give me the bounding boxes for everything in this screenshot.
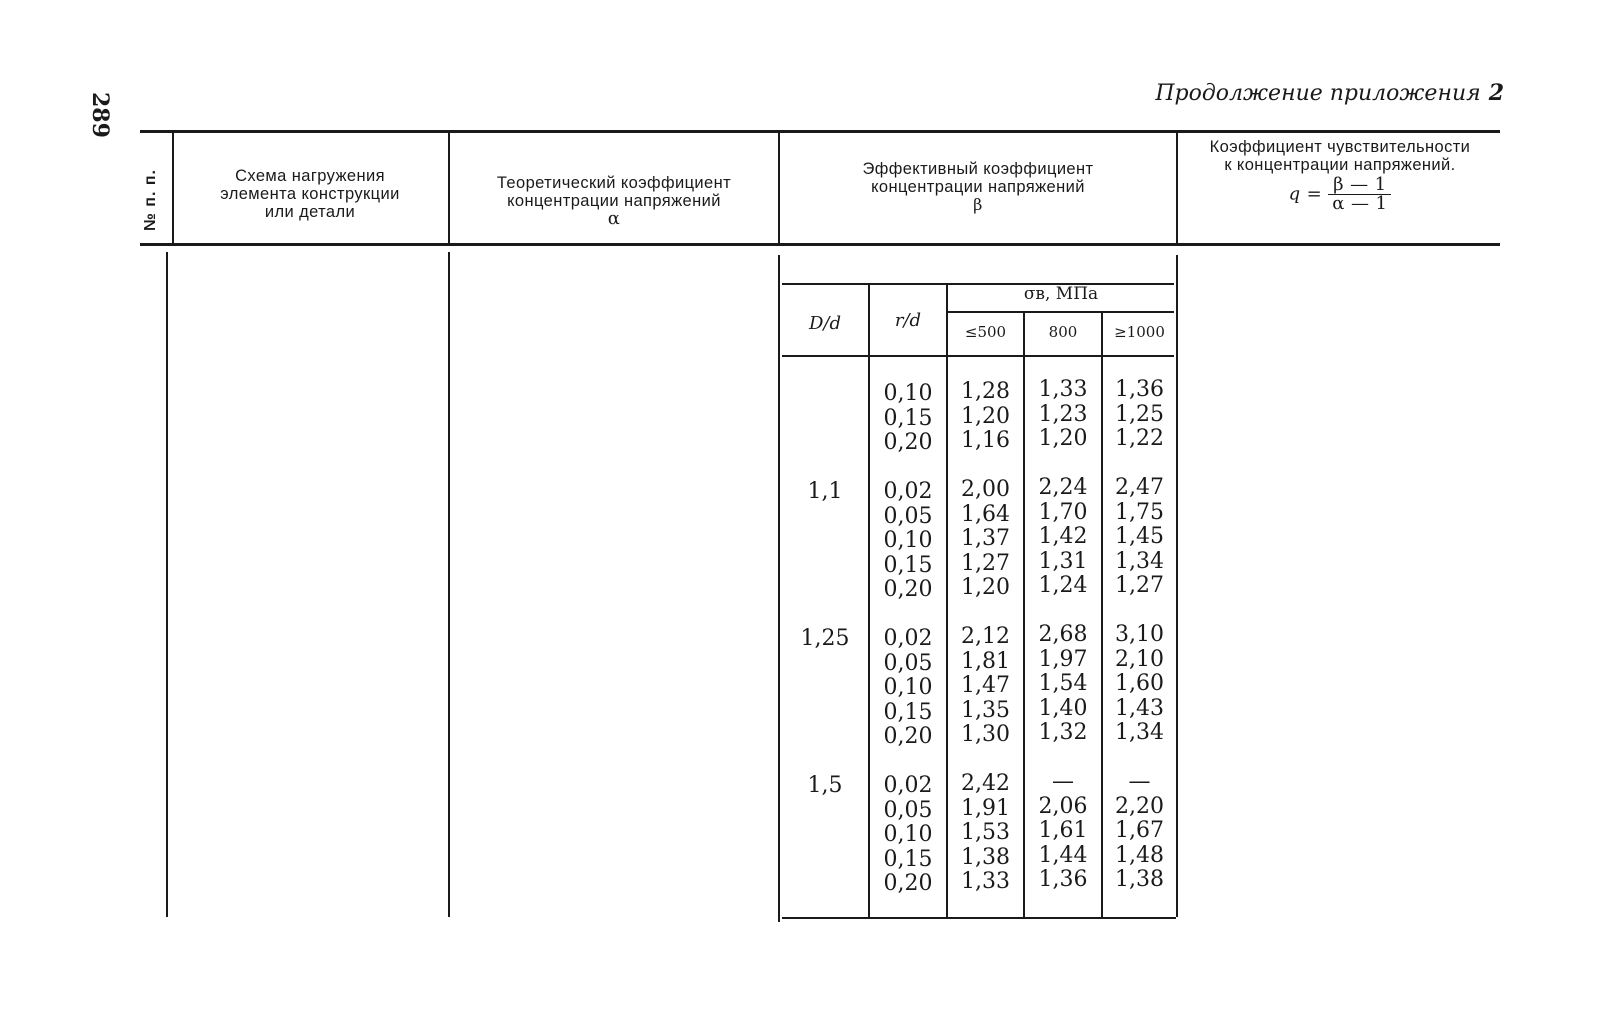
- group-spacer: [870, 750, 946, 775]
- column-sigma-low: [948, 380, 1023, 895]
- header-line: концентрации напряжений: [871, 178, 1085, 196]
- column-sigma-high: [1103, 378, 1176, 893]
- table-cell: 0,20: [883, 871, 933, 896]
- table-cell: 0,02: [883, 479, 933, 504]
- column-divider: [166, 252, 168, 917]
- table-cell-Dd: [782, 848, 868, 873]
- table-cell: 0,02: [883, 626, 933, 651]
- table-cell-Dd: [782, 652, 868, 677]
- group-spacer: [1103, 452, 1176, 477]
- table-cell: 1,22: [1115, 426, 1164, 451]
- table-cell: 1,35: [961, 697, 1010, 723]
- table-cell-Dd: [782, 578, 868, 603]
- header-line: Теоретический коэффициент: [496, 174, 732, 192]
- group-spacer: [782, 603, 868, 628]
- table-cell: 1,16: [961, 428, 1010, 453]
- table-cell-Dd: 1,1: [807, 479, 843, 504]
- header-alpha: [452, 174, 776, 228]
- header-bottom-rule: [140, 243, 1500, 246]
- table-cell: 0,05: [883, 503, 933, 529]
- table-cell-Dd: [782, 505, 868, 530]
- header-line: к концентрации напряжений.: [1224, 156, 1456, 174]
- table-cell: 1,37: [961, 526, 1010, 551]
- table-cell: 2,06: [1038, 793, 1088, 819]
- group-spacer: [1025, 746, 1101, 771]
- table-cell: 1,31: [1038, 548, 1088, 574]
- header-Dd: D/d: [808, 313, 842, 334]
- table-cell: 0,10: [883, 675, 933, 700]
- table-cell: 1,27: [961, 550, 1010, 576]
- group-spacer: [948, 454, 1023, 479]
- subtitle-number: 2: [1488, 80, 1504, 106]
- table-cell-Dd: 1,25: [800, 626, 850, 651]
- header-line: элемента конструкции: [220, 185, 400, 203]
- header-symbol: β: [973, 195, 983, 214]
- table-cell: —: [1128, 769, 1151, 794]
- table-cell: 0,05: [883, 797, 933, 823]
- table-cell-Dd: [782, 872, 868, 897]
- header-sigma-high: ≥1000: [1114, 323, 1165, 341]
- table-cell: 0,20: [883, 430, 933, 455]
- table-cell: 0,15: [883, 699, 933, 725]
- table-cell: 0,05: [883, 650, 933, 676]
- column-Dd: [782, 382, 868, 897]
- header-line: или детали: [264, 203, 356, 221]
- table-cell-Dd: [782, 823, 868, 848]
- table-cell: 0,10: [883, 381, 933, 406]
- table-cell-Dd: [782, 407, 868, 432]
- header-symbol: α: [607, 208, 621, 229]
- table-cell: 1,64: [961, 501, 1010, 527]
- table-cell: 3,10: [1115, 622, 1164, 647]
- group-spacer: [870, 456, 946, 481]
- header-rd: r/d: [894, 310, 922, 331]
- table-cell: 1,24: [1038, 573, 1088, 598]
- table-cell: 1,91: [961, 795, 1010, 821]
- table-cell: 1,34: [1115, 548, 1164, 574]
- table-cell: 1,61: [1038, 818, 1088, 843]
- column-divider: [1176, 255, 1178, 917]
- table-cell: 0,10: [883, 528, 933, 553]
- table-cell: 1,48: [1115, 842, 1164, 868]
- table-cell: —: [1052, 769, 1074, 794]
- table-cell: 1,53: [961, 820, 1010, 845]
- table-cell: 1,60: [1115, 671, 1164, 696]
- table-cell: 1,36: [1115, 377, 1164, 402]
- table-cell: 2,24: [1038, 475, 1088, 500]
- group-spacer: [948, 601, 1023, 626]
- table-cell: 2,10: [1115, 646, 1164, 672]
- table-cell: 1,27: [1115, 573, 1164, 598]
- subtable-bottom-rule: [782, 917, 1176, 919]
- header-line: Эффективный коэффициент: [862, 160, 1094, 178]
- group-spacer: [1025, 599, 1101, 624]
- column-divider: [778, 133, 780, 245]
- table-cell: 1,23: [1038, 401, 1088, 427]
- table-cell: 1,38: [961, 844, 1010, 870]
- table-cell: 1,20: [1038, 426, 1088, 451]
- page-subtitle: [1155, 80, 1504, 106]
- table-cell-Dd: [782, 554, 868, 579]
- table-cell: 1,70: [1038, 499, 1088, 525]
- table-cell: 1,32: [1038, 720, 1088, 745]
- sigma-underline: [946, 311, 1174, 313]
- table-cell-Dd: [782, 529, 868, 554]
- table-cell: 0,20: [883, 724, 933, 749]
- header-scheme: [176, 167, 444, 221]
- table-cell: 1,42: [1038, 524, 1088, 549]
- column-divider: [778, 255, 780, 922]
- table-cell: 2,68: [1038, 622, 1088, 647]
- formula-fraction: [1328, 176, 1391, 213]
- table-cell: 1,81: [961, 648, 1010, 674]
- header-line: Схема нагружения: [235, 167, 385, 185]
- table-cell: 1,34: [1115, 720, 1164, 745]
- table-cell: 2,12: [961, 624, 1010, 649]
- table-cell: 1,44: [1038, 842, 1088, 868]
- formula-denominator: α — 1: [1332, 193, 1388, 214]
- page-number: 289: [87, 92, 113, 138]
- table-cell: 1,45: [1115, 524, 1164, 549]
- column-sigma-mid: [1025, 378, 1101, 893]
- formula-numerator: β — 1: [1328, 176, 1391, 195]
- subtable-header-rule: [782, 355, 1174, 357]
- group-spacer: [1103, 599, 1176, 624]
- column-divider: [448, 133, 450, 245]
- formula-lhs: q =: [1288, 183, 1323, 205]
- table-cell: 1,75: [1115, 499, 1164, 525]
- table-cell: 0,20: [883, 577, 933, 602]
- table-cell: 1,20: [961, 403, 1010, 429]
- table-cell: 1,38: [1115, 867, 1164, 892]
- table-cell: 0,15: [883, 552, 933, 578]
- header-sigma: σв, МПа: [1023, 284, 1099, 304]
- sensitivity-formula: [1180, 176, 1500, 213]
- header-line: Коэффициент чувствительности: [1209, 138, 1471, 156]
- table-cell-Dd: [782, 725, 868, 750]
- table-top-rule: [140, 130, 1500, 133]
- table-cell: 1,33: [1038, 377, 1088, 402]
- group-spacer: [1103, 746, 1176, 771]
- table-cell: 1,43: [1115, 695, 1164, 721]
- header-sigma-mid: 800: [1048, 323, 1078, 341]
- table-cell: 1,36: [1038, 867, 1088, 892]
- column-divider: [172, 133, 174, 245]
- table-cell: 1,97: [1038, 646, 1088, 672]
- table-cell: 1,67: [1115, 818, 1164, 843]
- header-sensitivity: [1180, 138, 1500, 213]
- group-spacer: [948, 748, 1023, 773]
- column-divider: [448, 252, 450, 917]
- group-spacer: [870, 603, 946, 628]
- table-cell: 0,15: [883, 846, 933, 872]
- header-row-number: № п. п.: [142, 169, 159, 231]
- table-cell: 2,20: [1115, 793, 1164, 819]
- header-beta: [782, 160, 1174, 214]
- table-cell: 2,42: [961, 771, 1010, 796]
- group-spacer: [782, 750, 868, 775]
- table-cell-Dd: [782, 431, 868, 456]
- table-cell-Dd: [782, 382, 868, 407]
- table-cell: 1,54: [1038, 671, 1088, 696]
- table-cell-Dd: [782, 701, 868, 726]
- subtitle-text: Продолжение приложения: [1155, 81, 1481, 106]
- table-cell: 1,28: [961, 379, 1010, 404]
- table-cell: 1,40: [1038, 695, 1088, 721]
- column-divider: [1176, 133, 1178, 245]
- header-line: концентрации напряжений: [507, 192, 721, 210]
- table-cell: 0,10: [883, 822, 933, 847]
- table-cell: 1,47: [961, 673, 1010, 698]
- table-cell: 0,02: [883, 773, 933, 798]
- table-cell: 0,15: [883, 405, 933, 431]
- table-cell: 1,30: [961, 722, 1010, 747]
- group-spacer: [1025, 452, 1101, 477]
- table-cell: 2,00: [961, 477, 1010, 502]
- table-cell-Dd: [782, 676, 868, 701]
- table-cell: 1,25: [1115, 401, 1164, 427]
- table-cell: 1,33: [961, 869, 1010, 894]
- table-cell: 2,47: [1115, 475, 1164, 500]
- table-cell-Dd: [782, 799, 868, 824]
- group-spacer: [782, 456, 868, 481]
- header-sigma-low: ≤500: [964, 323, 1007, 341]
- table-cell-Dd: 1,5: [807, 773, 843, 798]
- table-cell: 1,20: [961, 575, 1010, 600]
- column-rd: [870, 382, 946, 897]
